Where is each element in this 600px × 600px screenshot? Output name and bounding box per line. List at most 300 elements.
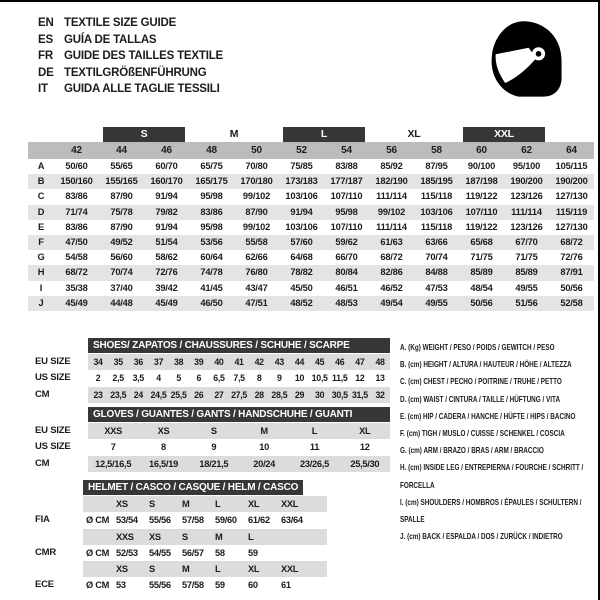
table-title: GLOVES / GUANTES / GANTS / HANDSCHUHE / GUANTI — [88, 407, 390, 422]
value-cell: 26 — [194, 389, 204, 400]
size-cell: 111/114 — [504, 205, 549, 220]
size-cell: 50/56 — [459, 296, 504, 311]
size-cell: 107/110 — [330, 191, 363, 202]
size-cell: 119/122 — [465, 191, 498, 202]
value-cell: 10,5 — [311, 373, 328, 384]
measurement-legend — [400, 339, 596, 545]
size-cell: 72/76 — [144, 265, 189, 280]
size-cell: 83/88 — [335, 161, 358, 171]
row-label-spacer — [35, 529, 83, 545]
value-cell: 28 — [254, 389, 264, 400]
helmet-table — [35, 480, 327, 594]
size-cell: 127/130 — [555, 221, 588, 232]
value-cell: 30,5 — [331, 389, 348, 400]
row-label: US SIZE — [35, 441, 71, 453]
row-label: G — [37, 252, 45, 263]
size-cell: 48/52 — [279, 296, 324, 311]
value-cell: 4 — [156, 373, 161, 384]
size-cell: 95/98 — [324, 205, 369, 220]
size-label-cell: XS — [149, 531, 161, 542]
band-spacer — [28, 127, 99, 142]
size-cell: 49/52 — [99, 235, 144, 250]
column-header: 62 — [504, 142, 549, 159]
value-cell: 55/56 — [149, 580, 171, 591]
size-cell: 74/78 — [189, 265, 234, 280]
unit-label: Ø CM — [86, 580, 110, 591]
size-cell: 70/80 — [245, 161, 268, 171]
size-label-cell: XXL — [281, 564, 299, 575]
language-row — [38, 81, 223, 98]
helmet-size-row — [35, 529, 327, 545]
row-label: B — [28, 174, 54, 189]
size-cell: 182/190 — [369, 174, 414, 189]
value-cell: 18/21,5 — [199, 458, 229, 469]
size-label-cell: L — [215, 564, 221, 575]
row-cells — [88, 423, 390, 439]
value-cell: 20/24 — [253, 458, 276, 469]
size-label-cell: XXS — [116, 531, 134, 542]
value-cell: 63/64 — [281, 515, 303, 526]
size-cell: 99/102 — [242, 221, 271, 232]
value-cell: 42 — [254, 357, 264, 367]
row-label: D — [28, 205, 54, 220]
value-cell: 48 — [375, 357, 385, 367]
value-cell: 28,5 — [271, 389, 288, 400]
size-cell: 53/56 — [189, 235, 234, 250]
size-band-xxl: XXL — [463, 127, 545, 142]
size-cell: 41/45 — [200, 282, 223, 293]
row-cells — [88, 439, 390, 455]
value-cell: 43 — [274, 357, 284, 367]
value-cell — [281, 545, 314, 561]
row-label: EU SIZE — [35, 425, 71, 436]
column-header: 60 — [459, 142, 504, 159]
size-band-xl: XL — [407, 128, 421, 140]
language-row — [38, 32, 223, 49]
size-cell: 48/54 — [470, 282, 493, 293]
value-cell: 52/53 — [116, 547, 138, 558]
value-cell: 24 — [133, 389, 143, 400]
size-cell: 51/54 — [144, 235, 189, 250]
size-label-cell: M — [215, 531, 223, 542]
size-cells — [83, 529, 327, 545]
value-cell: 9 — [211, 442, 217, 453]
size-cell: 55/65 — [110, 161, 133, 171]
size-label-cell: XL — [248, 564, 260, 575]
size-cell: 90/100 — [467, 161, 496, 171]
table-row — [35, 456, 390, 472]
size-cell: 57/60 — [279, 235, 324, 250]
racing-helmet-icon — [476, 10, 570, 108]
column-header: 58 — [414, 142, 459, 159]
value-cell: 58 — [215, 547, 225, 558]
value-cell: 23 — [93, 389, 103, 400]
standard-label: FIA — [35, 514, 50, 526]
size-cell: 83/86 — [189, 205, 234, 220]
value-cell: 5 — [176, 373, 181, 384]
size-cell: 50/56 — [560, 282, 583, 293]
size-cell: 59/62 — [324, 235, 369, 250]
size-label-cell: XXL — [281, 499, 299, 509]
value-cell: M — [260, 426, 268, 436]
value-cell: 57/58 — [182, 515, 204, 526]
size-cell: 61/63 — [369, 235, 414, 250]
size-cell: 82/86 — [369, 265, 414, 280]
size-cell: 60/70 — [155, 161, 178, 171]
row-label-spacer — [35, 496, 83, 512]
size-cell: 49/55 — [414, 296, 459, 311]
legend-item: J. (cm) BACK / ESPALDA / DOS / ZURÜCK / INDIETRO — [400, 531, 563, 542]
size-cell: 62/66 — [245, 252, 268, 263]
column-header: 44 — [99, 142, 144, 159]
size-cell: 150/160 — [54, 174, 99, 189]
column-header: 50 — [234, 142, 279, 159]
value-cell: 54/55 — [149, 547, 171, 558]
value-cell: 44 — [294, 357, 305, 367]
size-band-l: L — [283, 127, 365, 142]
row-label: CM — [35, 457, 50, 469]
value-cell: 10 — [294, 373, 305, 384]
value-cell: 53/54 — [116, 515, 138, 526]
table-title-row — [35, 407, 390, 423]
size-label-cell — [281, 529, 314, 545]
value-cell: 10 — [259, 442, 270, 453]
language-title: GUIDA ALLE TAGLIE TESSILI — [64, 83, 220, 95]
size-cell: 95/98 — [200, 221, 223, 232]
helmet-size-row — [35, 561, 327, 577]
size-cell: 46/50 — [189, 296, 234, 311]
size-cell: 68/72 — [549, 235, 594, 250]
size-cell: 170/180 — [234, 174, 279, 189]
unit-label: Ø CM — [86, 547, 110, 558]
value-cell: 61 — [281, 580, 291, 591]
size-cell: 115/119 — [549, 205, 594, 220]
size-cell: 83/86 — [65, 191, 88, 202]
size-cell: 52/58 — [549, 296, 594, 311]
size-label-cell: XL — [248, 499, 260, 509]
value-cell: 36 — [133, 357, 143, 367]
column-header: 64 — [549, 142, 594, 159]
size-cell: 67/70 — [504, 235, 549, 250]
value-cell: 29 — [294, 389, 305, 400]
column-header-spacer — [28, 142, 54, 159]
value-cell: 6 — [196, 373, 202, 384]
language-code: DE — [38, 66, 54, 79]
value-cell: 11 — [309, 442, 320, 453]
size-cell: 80/84 — [324, 265, 369, 280]
value-cell: 39 — [194, 357, 204, 367]
language-row — [38, 65, 223, 82]
value-cell: 7 — [110, 442, 116, 453]
size-cell: 165/175 — [189, 174, 234, 189]
language-title: GUÍA DE TALLAS — [64, 33, 157, 46]
table-title-row — [35, 480, 327, 496]
row-label: E — [37, 221, 44, 232]
size-cell: 123/126 — [510, 221, 543, 232]
size-label-cell: S — [149, 564, 155, 575]
legend-item: D. (cm) WAIST / CINTURA / TAILLE / HÜFTUNG / VITA — [400, 393, 561, 404]
size-cell: 85/89 — [459, 265, 504, 280]
size-cell: 46/51 — [335, 282, 358, 293]
value-cell: 47 — [355, 357, 365, 367]
language-code: IT — [38, 83, 48, 95]
table-row — [35, 370, 390, 386]
size-cells — [83, 561, 327, 577]
size-cell: 119/122 — [465, 221, 498, 232]
row-label: EU SIZE — [35, 356, 71, 367]
language-title: TEXTILGRÖßENFÜHRUNG — [64, 66, 207, 79]
value-cell: 34 — [93, 357, 103, 367]
size-cell: 71/74 — [54, 205, 99, 220]
helmet-value-row — [35, 577, 327, 593]
size-cell: 45/49 — [54, 296, 99, 311]
value-cells — [83, 577, 327, 593]
size-cell: 91/94 — [155, 191, 178, 202]
size-cell: 64/68 — [290, 252, 313, 263]
size-cell: 75/78 — [99, 205, 144, 220]
size-cell: 65/75 — [200, 161, 223, 171]
value-cell: 12 — [359, 442, 370, 453]
language-row — [38, 15, 223, 32]
size-label-cell: XS — [116, 564, 128, 575]
value-cell: 61/62 — [248, 515, 270, 526]
size-cell: 79/82 — [144, 205, 189, 220]
size-cell: 55/58 — [234, 235, 279, 250]
helmet-size-row — [35, 496, 327, 512]
column-header: 46 — [144, 142, 189, 159]
size-cell: 87/90 — [234, 205, 279, 220]
language-code: FR — [38, 50, 53, 62]
size-cell: 35/38 — [65, 282, 88, 293]
value-cell: 27 — [214, 389, 224, 400]
row-label: US SIZE — [35, 372, 71, 384]
value-cell: 27,5 — [231, 389, 248, 400]
size-cell: 49/55 — [515, 282, 538, 293]
value-cell: 40 — [214, 357, 224, 367]
value-cell: XS — [157, 426, 170, 436]
value-cell: 59 — [248, 547, 258, 558]
size-cell: 75/85 — [290, 161, 313, 171]
title-spacer — [35, 480, 83, 496]
size-cell: 65/68 — [459, 235, 504, 250]
size-cell: 45/49 — [144, 296, 189, 311]
value-cell: 46 — [335, 357, 345, 367]
size-cell: 187/198 — [459, 174, 504, 189]
value-cell: L — [311, 426, 318, 436]
size-cell: 71/75 — [515, 252, 538, 263]
value-cell: 25,5 — [170, 389, 187, 400]
legend-item: E. (cm) HIP / CADERA / HANCHE / HÜFTE / HIPS / BACINO — [400, 410, 576, 421]
size-cell: 123/126 — [510, 191, 543, 202]
size-cell: 47/53 — [425, 282, 448, 293]
size-cell: 190/200 — [549, 174, 594, 189]
size-cell: 87/90 — [110, 221, 133, 232]
language-title: TEXTILE SIZE GUIDE — [64, 17, 177, 29]
value-cell: S — [210, 426, 217, 436]
size-cell: 105/115 — [555, 161, 588, 171]
size-cell: 66/70 — [335, 252, 358, 263]
unit-label: Ø CM — [86, 515, 110, 526]
size-cell: 76/80 — [234, 265, 279, 280]
helmet-value-row — [35, 512, 327, 528]
row-label-spacer — [35, 561, 83, 577]
table-title-row — [35, 338, 390, 354]
size-cell: 54/58 — [65, 252, 88, 263]
size-cell: 103/106 — [285, 221, 318, 232]
size-cell: 95/98 — [200, 191, 223, 202]
value-cell: 2 — [95, 373, 101, 384]
column-header: 54 — [324, 142, 369, 159]
size-cell: 50/60 — [65, 161, 88, 171]
row-label: J — [28, 296, 54, 311]
row-cells — [88, 370, 390, 386]
value-cell: 3,5 — [132, 373, 145, 384]
row-label: H — [28, 265, 54, 280]
row-label: C — [37, 191, 45, 202]
size-cell: 78/82 — [279, 265, 324, 280]
size-cell: 103/106 — [414, 205, 459, 220]
size-label-cell: M — [182, 564, 190, 575]
column-header: 52 — [279, 142, 324, 159]
value-cell: 45 — [315, 357, 325, 367]
size-cell: 95/100 — [512, 161, 541, 171]
value-cell: 35 — [113, 357, 123, 367]
size-cell: 60/64 — [200, 252, 223, 263]
size-cell: 160/170 — [144, 174, 189, 189]
size-cell: 68/72 — [380, 252, 403, 263]
value-cell: 6,5 — [213, 373, 225, 384]
table-row — [35, 354, 390, 370]
value-cell: 8 — [256, 373, 262, 384]
row-label: CM — [35, 388, 50, 400]
unit-spacer — [83, 529, 116, 545]
value-cell: 59/60 — [215, 515, 237, 526]
value-cell: 56/57 — [182, 547, 204, 558]
value-cell: 25,5/30 — [350, 458, 380, 469]
value-cell: 8 — [161, 442, 166, 453]
row-label: A — [37, 161, 45, 171]
size-cell: 111/114 — [376, 191, 407, 202]
size-cell: 87/95 — [425, 161, 448, 171]
value-cell: 23,5 — [110, 389, 127, 400]
value-cell: 16,5/19 — [149, 458, 178, 469]
language-code: EN — [38, 17, 54, 29]
size-cell: 46/52 — [380, 282, 403, 293]
size-cell: 127/130 — [555, 191, 588, 202]
standard-label: CMR — [35, 546, 57, 558]
value-cell: 37 — [153, 357, 164, 367]
size-cell: 43/47 — [245, 282, 268, 293]
size-label-cell: S — [149, 499, 155, 509]
size-cell: 84/88 — [414, 265, 459, 280]
size-cell: 85/92 — [380, 161, 403, 171]
size-cell: 68/72 — [54, 265, 99, 280]
size-cell: 56/60 — [110, 252, 133, 263]
language-code: ES — [38, 33, 53, 46]
size-label-cell: S — [182, 531, 188, 542]
value-cell: 53 — [116, 580, 126, 591]
legend-item: I. (cm) SHOULDERS / HOMBROS / ÉPAULES / SCHULTERN / SPALLE — [400, 496, 582, 525]
table-row — [35, 423, 390, 439]
value-cell: XXS — [104, 426, 123, 436]
language-title: GUIDE DES TAILLES TEXTILE — [64, 50, 223, 62]
size-cell: 107/110 — [459, 205, 504, 220]
size-label-cell: XS — [116, 499, 128, 509]
size-cell: 190/200 — [504, 174, 549, 189]
size-cell: 177/187 — [324, 174, 369, 189]
size-label-cell: M — [182, 499, 190, 509]
size-cell: 91/94 — [155, 221, 178, 232]
size-cell: 103/106 — [285, 191, 318, 202]
size-cell: 44/48 — [99, 296, 144, 311]
value-cell: 13 — [375, 373, 385, 384]
size-band-m: M — [229, 128, 239, 140]
row-label: F — [28, 235, 54, 250]
standard-label: ECE — [35, 579, 54, 591]
table-title: SHOES/ ZAPATOS / CHAUSSURES / SCHUHE / SCARPE — [88, 338, 390, 353]
row-cells — [88, 387, 390, 403]
size-cell: 58/62 — [155, 252, 178, 263]
title-spacer — [35, 407, 88, 423]
helmet-value-row — [35, 545, 327, 561]
shoes-table — [35, 338, 390, 403]
legend-item: G. (cm) ARM / BRAZO / BRAS / ARM / BRACCIO — [400, 445, 544, 456]
value-cell: 23/26,5 — [300, 458, 329, 469]
column-header: 48 — [189, 142, 234, 159]
size-cell: 45/50 — [290, 282, 313, 293]
size-cell: 115/118 — [420, 191, 453, 202]
value-cells — [83, 545, 327, 561]
legend-item: C. (cm) CHEST / PECHO / POITRINE / TRUHE / PETTO — [400, 376, 562, 387]
language-row — [38, 48, 223, 65]
value-cell: 11,5 — [332, 373, 348, 384]
size-cell: 63/66 — [414, 235, 459, 250]
size-cell: 39/42 — [155, 282, 178, 293]
size-cell: 70/74 — [425, 252, 448, 263]
size-cell: 111/114 — [376, 221, 407, 232]
value-cell: 59 — [215, 580, 225, 591]
size-cell: 99/102 — [369, 205, 414, 220]
band-spacer-end — [549, 127, 594, 142]
legend-item: H. (cm) INSIDE LEG / ENTREPIERNA / FOURCHE / SCHRITT / FORCELLA — [400, 462, 584, 490]
size-cell: 107/110 — [330, 221, 363, 232]
value-cell: 55/56 — [149, 515, 171, 526]
value-cell: 31,5 — [351, 389, 368, 400]
legend-item: A. (Kg) WEIGHT / PESO / POIDS / GEWITCH / PESO — [400, 342, 555, 352]
table-row — [35, 439, 390, 455]
row-cells — [88, 354, 390, 370]
value-cell: 9 — [277, 373, 282, 384]
table-title: HELMET / CASCO / CASQUE / HELM / CASCO — [83, 480, 303, 495]
size-label-cell: L — [248, 531, 254, 542]
title-spacer — [35, 338, 88, 354]
size-cell: 87/91 — [549, 265, 594, 280]
size-cell: 85/89 — [504, 265, 549, 280]
unit-spacer — [83, 496, 116, 512]
row-label: I — [39, 282, 43, 293]
size-cell: 71/75 — [470, 252, 493, 263]
value-cell: 2,5 — [112, 373, 124, 384]
column-header: 42 — [54, 142, 99, 159]
size-cell: 91/94 — [279, 205, 324, 220]
unit-spacer — [83, 561, 116, 577]
size-cell: 185/195 — [414, 174, 459, 189]
table-row — [35, 387, 390, 403]
value-cell: 7,5 — [233, 373, 245, 384]
legend-item: F. (cm) TIGH / MUSLO / CUISSE / SCHENKEL / COSCIA — [400, 428, 565, 439]
size-cell: 155/165 — [99, 174, 144, 189]
legend-item: B. (cm) HEIGHT / ALTURA / HAUTEUR / HÖHE / ALTEZZA — [400, 359, 572, 370]
